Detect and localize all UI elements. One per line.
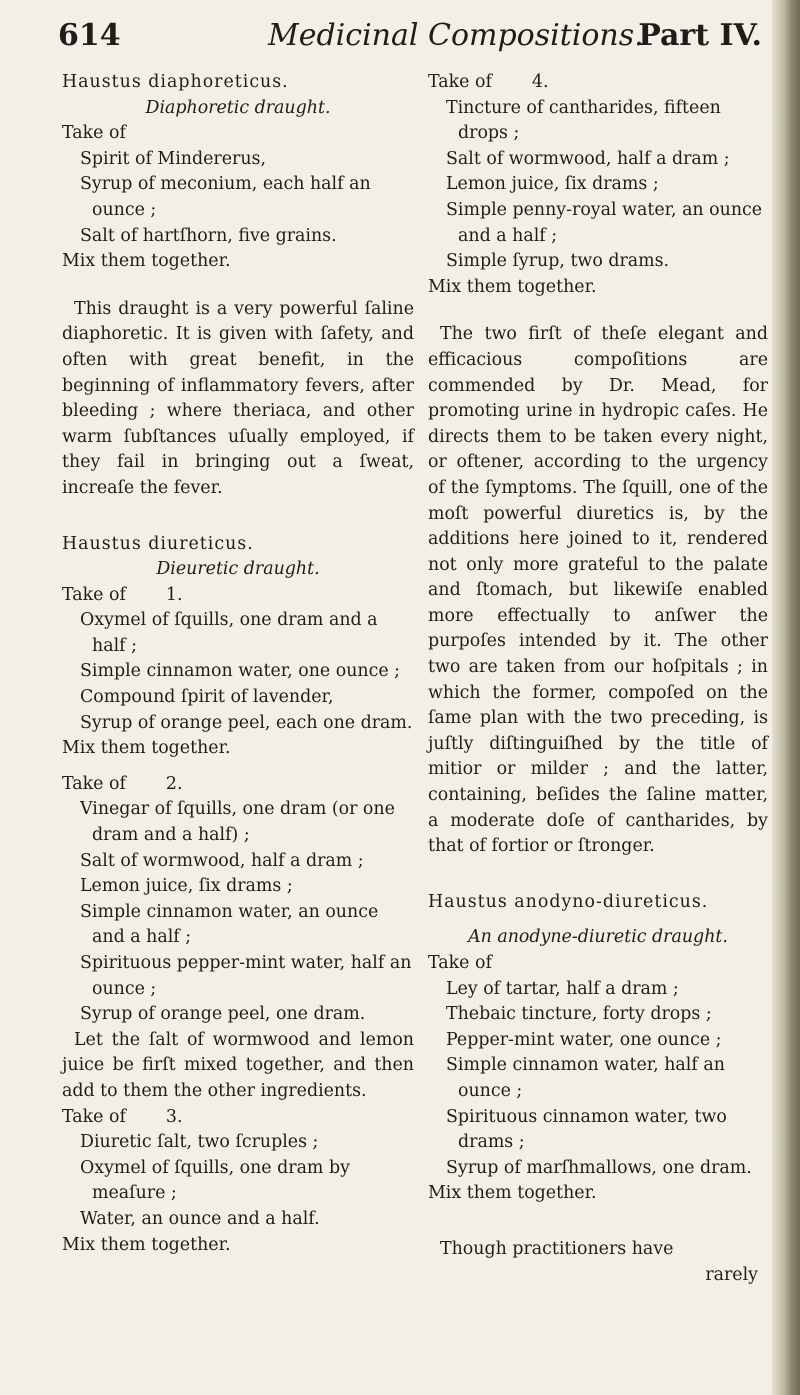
ingredient: Simple cinnamon water, one ounce ;: [80, 661, 401, 682]
ingredient: Salt of hartſhorn, five grains.: [80, 225, 337, 246]
ingredient: Diuretic ſalt, two ſcruples ;: [80, 1132, 319, 1153]
ingredient: Syrup of orange peel, one dram.: [80, 1004, 366, 1025]
ingredient: Spirituous cinnamon water, two drams ;: [446, 1106, 727, 1153]
commentary-paragraph: This draught is a very powerful ſaline diaphoretic. It is given with ſafety, and often with great benefit, in the beginning of inflammatory fevers, after bleeding ; where theriaca, and other warm ſubſtances uſually employed, if they fail in bringing out a ſweat, increaſe the fever.: [62, 298, 414, 498]
ingredient: Simple ſyrup, two drams.: [446, 251, 670, 272]
take-of: Take of: [62, 773, 126, 794]
take-of: Take of: [62, 123, 126, 144]
recipe-heading: Haustus diaphoreticus.: [62, 72, 289, 92]
ingredient: Simple penny-royal water, an ounce and a half ;: [446, 199, 763, 246]
mix-instruction: Mix them together.: [428, 1183, 597, 1204]
recipe-number: 4.: [531, 72, 549, 92]
part-label: Part IV.: [638, 18, 762, 53]
take-of-line: [62, 772, 414, 798]
ingredient: Syrup of meconium, each half an ounce ;: [80, 174, 371, 220]
ingredient: Simple cinnamon water, an ounce and a half ;: [80, 901, 379, 948]
mix-instruction: Mix them together.: [62, 1234, 231, 1255]
ingredient: Spirituous pepper-mint water, half an ounce ;: [80, 953, 412, 999]
ingredient: Oxymel of ſquills, one dram by meaſure ;: [80, 1157, 350, 1204]
recipe-heading: Haustus diureticus.: [62, 533, 254, 554]
recipe-number: 2.: [165, 773, 183, 794]
ingredient: Thebaic tincture, forty drops ;: [446, 1004, 712, 1025]
ingredient: Lemon juice, ſix drams ;: [446, 174, 659, 195]
ingredient: Syrup of orange peel, each one dram.: [80, 712, 413, 733]
ingredient: Salt of wormwood, half a dram ;: [446, 148, 730, 169]
catchword: rarely: [705, 1264, 758, 1285]
ingredient: Water, an ounce and a half.: [80, 1208, 320, 1229]
take-of: Take of: [428, 953, 492, 973]
take-of-line: [428, 70, 768, 96]
take-of: Take of: [428, 72, 492, 92]
ingredient: Spirit of Mindererus,: [80, 148, 266, 169]
recipe-heading: Haustus anodyno-diureticus.: [428, 891, 709, 912]
ingredient: Simple cinnamon water, half an ounce ;: [446, 1055, 725, 1101]
take-of: Take of: [62, 584, 126, 605]
ingredient: Salt of wormwood, half a dram ;: [80, 850, 364, 871]
recipe-number: 3.: [165, 1106, 183, 1127]
commentary-paragraph: The two firſt of theſe elegant and efficacious compoſitions are commended by Dr. Mead, for promoting urine in hydropic caſes. He directs them to be taken every night, or oftener, according to the urgency of the ſymptoms. The ſquill, one of the moſt powerful diuretics is, by the additions here joined to it, rendered not only more grateful to the palate and ſtomach, but likewiſe enabled more effectually to anſwer the purpoſes intended by it. The other two are taken from our hoſpitals ; in which the former, compoſed on the ſame plan with the two preceding, is juſtly diſtinguiſhed by the title of mitior or milder ; and the latter, containing, beſides the ſaline matter, a moderate doſe of cantharides, by that of fortior or ſtronger.: [428, 324, 768, 857]
take-of-line: [62, 1105, 414, 1131]
commentary-paragraph: Let the ſalt of wormwood and lemon juice be firſt mixed together, and then add to them the other ingredients.: [62, 1029, 414, 1101]
mix-instruction: Mix them together.: [428, 276, 597, 297]
take-of-line: [62, 583, 414, 609]
ingredient: Tincture of cantharides, fifteen drops ;: [446, 97, 721, 144]
ingredient: Syrup of marſhmallows, one dram.: [446, 1157, 752, 1178]
recipe-number: 1.: [165, 584, 183, 605]
recipe-subtitle: Dieuretic draught.: [156, 559, 320, 580]
ingredient: Oxymel of ſquills, one dram and a half ;: [80, 610, 378, 656]
left-column: [62, 70, 414, 1258]
mix-instruction: Mix them together.: [62, 251, 231, 272]
right-column: [428, 70, 768, 1288]
ingredient: Ley of tartar, half a dram ;: [446, 978, 679, 999]
running-title: Medicinal Compositions.: [268, 18, 644, 53]
recipe-subtitle: An anodyne-diuretic draught.: [468, 927, 728, 948]
commentary-paragraph: Though practitioners have: [440, 1238, 674, 1259]
ingredient: Vinegar of ſquills, one dram (or one dram and a half) ;: [80, 799, 395, 846]
page-number: 614: [58, 18, 121, 53]
page-header: [58, 18, 770, 68]
ingredient: Pepper-mint water, one ounce ;: [446, 1029, 722, 1050]
take-of: Take of: [62, 1106, 126, 1127]
recipe-subtitle: Diaphoretic draught.: [145, 97, 331, 118]
ingredient: Compound ſpirit of lavender,: [80, 687, 334, 708]
ingredient: Lemon juice, ſix drams ;: [80, 876, 293, 897]
page-edge: [772, 0, 800, 1395]
mix-instruction: Mix them together.: [62, 738, 231, 759]
